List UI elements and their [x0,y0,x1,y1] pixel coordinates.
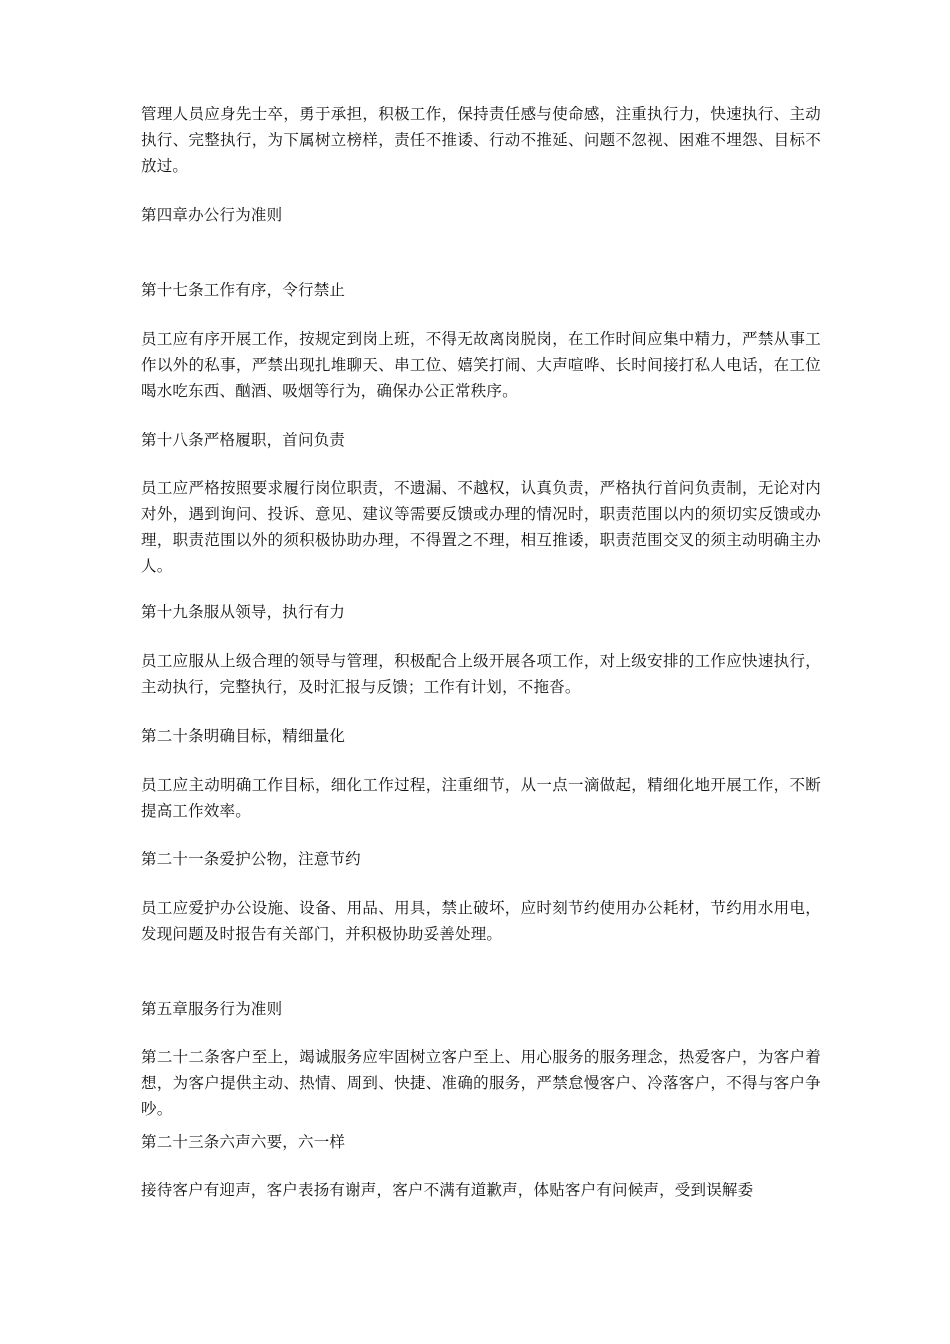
article-18-body: 员工应严格按照要求履行岗位职责，不遗漏、不越权，认真负责，严格执行首问负责制，无论对内对外，遇到询问、投诉、意见、建议等需要反馈或办理的情况时，职责范围以内的须切实反馈或办理，职责范围以外的须积极协助办理，不得置之不理，相互推诿，职责范围交叉的须主动明确主办人。 [141,479,821,575]
chapter-heading-5: 第五章服务行为准则 [141,1000,283,1018]
article-19-heading: 第十九条服从领导，执行有力 [141,603,346,621]
article-22-body: 第二十二条客户至上，竭诚服务应牢固树立客户至上、用心服务的服务理念，热爱客户，为客户着想，为客户提供主动、热情、周到、快捷、准确的服务，严禁怠慢客户、冷落客户，不得与客户争吵。 [141,1048,821,1118]
article-18-heading: 第十八条严格履职，首问负责 [141,431,346,449]
article-23-body: 接待客户有迎声，客户表扬有谢声，客户不满有道歉声，体贴客户有问候声，受到误解委 [141,1181,754,1199]
paragraph-management-conduct: 管理人员应身先士卒，勇于承担，积极工作，保持责任感与使命感，注重执行力，快速执行、主动执行、完整执行，为下属树立榜样，责任不推诿、行动不推延、问题不忽视、困难不埋怨、目标不放过。 [141,105,821,175]
article-19-body: 员工应服从上级合理的领导与管理，积极配合上级开展各项工作，对上级安排的工作应快速执行，主动执行，完整执行，及时汇报与反馈；工作有计划，不拖沓。 [141,652,821,696]
article-17-body: 员工应有序开展工作，按规定到岗上班，不得无故离岗脱岗，在工作时间应集中精力，严禁从事工作以外的私事，严禁出现扎堆聊天、串工位、嬉笑打闹、大声喧哗、长时间接打私人电话，在工位喝水吃东西、酗酒、吸烟等行为，确保办公正常秩序。 [141,330,821,400]
article-20-heading: 第二十条明确目标，精细量化 [141,727,346,745]
article-20-body: 员工应主动明确工作目标，细化工作过程，注重细节，从一点一滴做起，精细化地开展工作，不断提高工作效率。 [141,776,821,820]
chapter-heading-4: 第四章办公行为准则 [141,206,283,224]
article-23-heading: 第二十三条六声六要，六一样 [141,1133,346,1151]
article-21-body: 员工应爱护办公设施、设备、用品、用具，禁止破坏，应时刻节约使用办公耗材，节约用水用电，发现问题及时报告有关部门，并积极协助妥善处理。 [141,899,821,943]
article-21-heading: 第二十一条爱护公物，注意节约 [141,850,361,868]
article-17-heading: 第十七条工作有序，令行禁止 [141,281,346,299]
